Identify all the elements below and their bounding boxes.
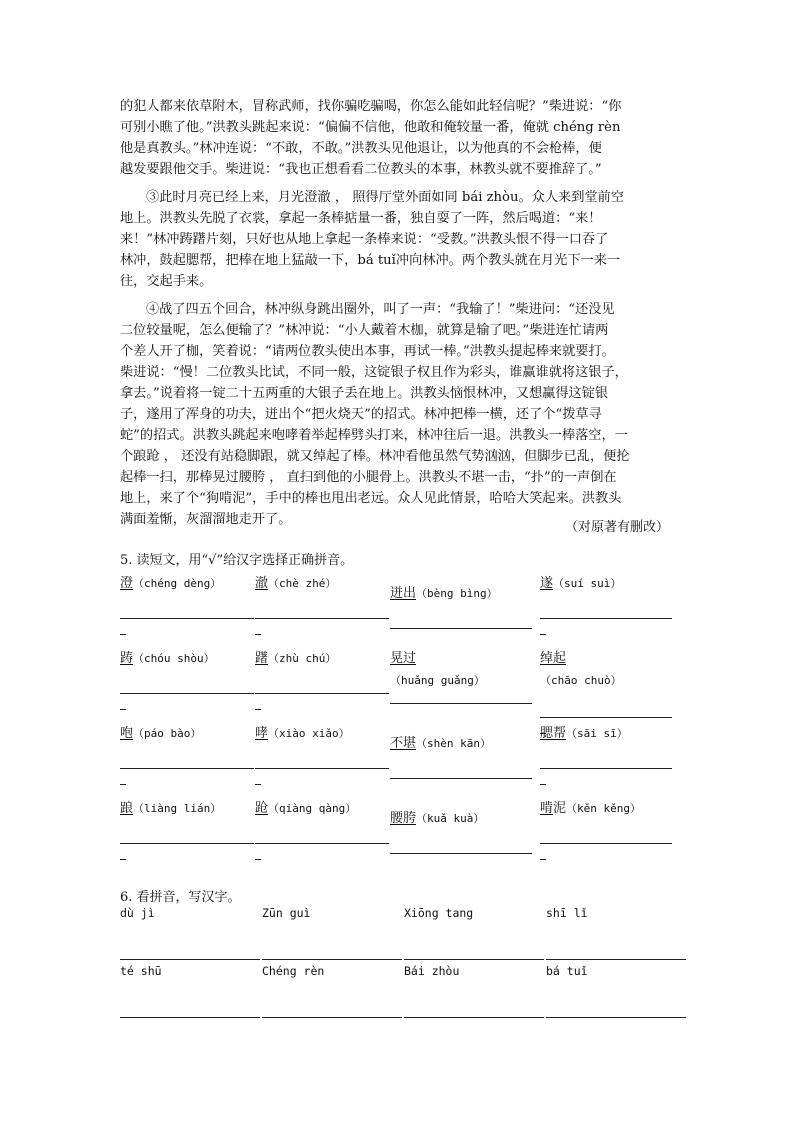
- q5-word: [120, 647, 215, 666]
- q5-target-character: 腰胯: [390, 811, 417, 826]
- question-5-title: 5. 读短文，用“√”给汉字选择正确拼音。: [120, 553, 354, 568]
- q6-pinyin: shī lǐ: [546, 906, 588, 920]
- answer-line: [390, 703, 532, 704]
- passage-line-text: 往，交起手来。: [120, 274, 213, 289]
- passage-line-text: 个差人开了枷，笑着说：“请两位教头使出本事，再试一棒。”洪教头提起棒来就要打。: [120, 344, 615, 359]
- passage-line: [120, 488, 668, 509]
- q5-item: [255, 572, 389, 647]
- passage-line: [120, 208, 668, 229]
- passage-line: [120, 271, 668, 292]
- passage-line: [120, 383, 668, 404]
- q6-item: [546, 964, 686, 1016]
- answer-line: [255, 693, 389, 694]
- q5-word: [255, 722, 350, 741]
- line-dash-mark: [120, 859, 126, 860]
- passage-line: [120, 96, 668, 117]
- q6-answer-line[interactable]: [120, 959, 260, 960]
- line-dash-mark: [255, 859, 261, 860]
- q6-item: [262, 964, 402, 1016]
- q5-row: [120, 797, 672, 872]
- q6-answer-line[interactable]: [546, 959, 686, 960]
- q5-word: [390, 647, 485, 688]
- q6-pinyin: Chéng rèn: [262, 964, 325, 978]
- q5-item: [255, 797, 389, 872]
- passage-line: [120, 250, 668, 271]
- passage-line: [120, 341, 668, 362]
- line-dash-mark: [540, 784, 546, 785]
- passage-line-text: 越发要跟他交手。柴进说：“我也正想看看二位教头的本事，林教头就不要推辞了。”: [120, 162, 602, 177]
- q5-pinyin-options[interactable]: （chóu shòu）: [133, 652, 215, 665]
- q5-word: [120, 722, 201, 741]
- passage-line: [120, 446, 668, 467]
- answer-line: [540, 717, 672, 718]
- line-dash-mark: [540, 634, 546, 635]
- passage-line-text: 蛇”的招式。洪教头跳起来咆哮着举起棒劈头打来，林冲往后一退。洪教头一棒落空，一: [120, 428, 628, 443]
- passage-line: [120, 299, 668, 320]
- q5-target-character: 澄: [120, 576, 134, 591]
- q5-pinyin-options[interactable]: （suí suì）: [553, 577, 622, 590]
- line-dash-mark: [120, 709, 126, 710]
- answer-line: [540, 618, 672, 619]
- q6-pinyin: Zūn guì: [262, 906, 311, 920]
- q5-item: [390, 647, 532, 722]
- q5-word: [390, 732, 491, 751]
- passage-line-text: ③此时月亮已经上来，月光澄澈 ， 照得厅堂外面如同 bái zhòu。众人来到堂前空: [146, 190, 624, 205]
- q5-item: [390, 797, 532, 872]
- line-dash-mark: [540, 859, 546, 860]
- q5-word: [390, 582, 498, 601]
- q6-pinyin: té shū: [120, 964, 162, 978]
- passage-line-text: 拿去。”说着将一锭二十五两重的大银子丢在地上。洪教头恼恨林冲，又想赢得这锭银: [120, 386, 609, 401]
- q5-target-character: 咆: [120, 726, 134, 741]
- passage-line-text: 他是真教头。”林冲连说：“不敢，不敢。”洪教头见他退让，以为他真的不会枪棒，便: [120, 141, 602, 156]
- answer-line: [255, 618, 389, 619]
- passage-line: [120, 425, 668, 446]
- q6-answer-line[interactable]: [404, 959, 544, 960]
- q5-item: [120, 572, 254, 647]
- q5-target-character: 澈: [255, 576, 269, 591]
- q5-word: [390, 807, 484, 826]
- q5-pinyin-options[interactable]: （huǎng guǎng）: [390, 674, 485, 687]
- passage-paragraph-continued: [120, 96, 668, 180]
- answer-line: [255, 768, 389, 769]
- q5-target-character: 躇: [255, 651, 269, 666]
- passage-line: [120, 467, 668, 488]
- q5-pinyin-options[interactable]: （zhù chú）: [268, 652, 337, 665]
- passage-line: [120, 117, 668, 138]
- line-dash-mark: [120, 634, 126, 635]
- q6-item: [546, 906, 686, 958]
- q5-item: [540, 797, 672, 872]
- q5-word: [255, 572, 336, 591]
- q5-pinyin-options[interactable]: （bèng bìng）: [416, 587, 498, 600]
- answer-line: [390, 628, 532, 629]
- answer-line: [390, 853, 532, 854]
- passage-line: [120, 229, 668, 250]
- passage-line: [120, 362, 668, 383]
- line-dash-mark: [255, 784, 261, 785]
- q5-item: [540, 722, 672, 797]
- q5-pinyin-options[interactable]: （sāi sī）: [566, 727, 628, 740]
- q6-pinyin: Bái zhòu: [404, 964, 460, 978]
- q5-row: [120, 647, 672, 722]
- q5-target-character: 晃过: [390, 651, 417, 666]
- q5-word: [540, 572, 621, 591]
- q5-pinyin-options[interactable]: （kěn kěng）: [566, 802, 642, 815]
- q5-pinyin-options[interactable]: （páo bào）: [133, 727, 202, 740]
- passage-line-text: ④战了四五个回合，林冲纵身跳出圈外，叫了一声：“我输了！”柴进问：“还没见: [146, 302, 615, 317]
- q5-pinyin-options[interactable]: （liàng lián）: [133, 802, 222, 815]
- question-5-grid: [120, 572, 672, 872]
- answer-line: [540, 768, 672, 769]
- line-dash-mark: [255, 709, 261, 710]
- passage-paragraph-4: [120, 299, 668, 530]
- passage-line-text: 的犯人都来依草附木，冒称武师，找你骗吃骗喝，你怎么能如此轻信呢？”柴进说：“你: [120, 99, 622, 114]
- q5-word: [120, 572, 221, 591]
- passage-line-text: 子，遂用了浑身的功夫，迸出个“把火烧天”的招式。林冲把棒一横，还了个“拨草寻: [120, 407, 602, 422]
- q5-pinyin-options[interactable]: （qiàng qàng）: [268, 802, 357, 815]
- answer-line: [540, 843, 672, 844]
- q6-answer-line[interactable]: [262, 1017, 402, 1018]
- passage-line-text: 林冲，鼓起腮帮，把棒在地上猛敲一下，bá tuǐ冲向林冲。两个教头就在月光下一来一: [120, 253, 621, 268]
- passage-line-text: 可别小瞧了他。”洪教头跳起来说：“偏偏不信他，他敢和俺较量一番，俺就 chéng rèn: [120, 120, 621, 135]
- q5-target-character: 啃: [540, 801, 554, 816]
- answer-line: [120, 768, 254, 769]
- q5-word: [255, 797, 356, 816]
- q6-pinyin: Xiōng tang: [404, 906, 474, 920]
- q5-item: [540, 572, 672, 647]
- passage-line-text: 起棒一扫，那棒晃过腰胯 ， 直扫到他的小腿骨上。洪教头不堪一击，“扑”的一声倒在: [120, 470, 617, 485]
- q5-pinyin-options[interactable]: （shèn kān）: [416, 737, 491, 750]
- q5-target-character: 遂: [540, 576, 554, 591]
- q5-target-character: 踉: [120, 801, 134, 816]
- q5-target-character: 踌: [120, 651, 134, 666]
- q5-row: [120, 722, 672, 797]
- answer-line: [120, 693, 254, 694]
- q5-item: [390, 572, 532, 647]
- q6-pinyin: bá tuǐ: [546, 964, 588, 978]
- q5-pinyin-options[interactable]: （xiào xiǎo）: [268, 727, 350, 740]
- q5-pinyin-options[interactable]: （kuǎ kuà）: [416, 812, 485, 825]
- question-6-title: 6. 看拼音，写汉字。: [120, 890, 241, 905]
- q5-item: [255, 722, 389, 797]
- passage-line: [120, 159, 668, 180]
- answer-line: [120, 618, 254, 619]
- q6-answer-line[interactable]: [120, 1017, 260, 1018]
- answer-line: [120, 843, 254, 844]
- q5-target-character: 迸出: [390, 586, 417, 601]
- q5-pinyin-options[interactable]: （chāo chuò）: [540, 674, 622, 687]
- passage-paragraph-3: [120, 187, 668, 292]
- q5-target-character: 绰起: [540, 651, 567, 666]
- q5-target-character: 哮: [255, 726, 269, 741]
- answer-line: [255, 843, 389, 844]
- passage-line-text: 柴进说：“慢！二位教头比试，不同一般，这锭银子权且作为彩头，谁赢谁就将这银子，: [120, 365, 628, 380]
- q5-item: [540, 647, 672, 722]
- passage-line-text: 地上，来了个“狗啃泥”，手中的棒也甩出老远。众人见此情景，哈哈大笑起来。洪教头: [120, 491, 622, 506]
- line-dash-mark: [255, 634, 261, 635]
- q5-target-character: 不堪: [390, 736, 417, 751]
- q6-item: [120, 964, 260, 1016]
- q5-word: [120, 797, 221, 816]
- q5-word: [540, 647, 622, 688]
- passage-line: [120, 187, 668, 208]
- passage-line: [120, 404, 668, 425]
- q6-item: [404, 964, 544, 1016]
- q5-word: [255, 647, 336, 666]
- q6-item: [404, 906, 544, 958]
- q6-item: [120, 906, 260, 958]
- passage-line-text: 满面羞惭，灰溜溜地走开了。: [120, 512, 292, 527]
- source-note: （对原著有删改）: [564, 520, 669, 535]
- passage-line-text: 来！”林冲踌躇片刻，只好也从地上拿起一条棒来说：“受教。”洪教头恨不得一口吞了: [120, 232, 609, 247]
- passage-line-text: 个踉跄 ， 还没有站稳脚跟，就又绰起了棒。林冲看他虽然气势汹汹，但脚步已乱，便抡: [120, 449, 630, 464]
- q5-pinyin-options[interactable]: （chéng dèng）: [133, 577, 222, 590]
- passage-line-text: 二位较量呢，怎么便输了？”林冲说：“小人戴着木枷，就算是输了吧。”柴进连忙请两: [120, 323, 609, 338]
- q5-item: [390, 722, 532, 797]
- q5-target-character: 腮帮: [540, 726, 567, 741]
- q5-pinyin-options[interactable]: （chè zhé）: [268, 577, 337, 590]
- q6-answer-line[interactable]: [262, 959, 402, 960]
- line-dash-mark: [120, 784, 126, 785]
- q5-item: [120, 722, 254, 797]
- q6-item: [262, 906, 402, 958]
- passage-line: [120, 320, 668, 341]
- q5-item: [120, 797, 254, 872]
- q5-word: [540, 722, 628, 741]
- q5-item: [255, 647, 389, 722]
- q6-pinyin: dù jì: [120, 906, 155, 920]
- q5-row: [120, 572, 672, 647]
- answer-line: [390, 778, 532, 779]
- passage-line: [120, 138, 668, 159]
- q5-target-character: 跄: [255, 801, 269, 816]
- q6-answer-line[interactable]: [546, 1017, 686, 1018]
- q5-word-rest: 泥: [553, 801, 567, 816]
- q6-answer-line[interactable]: [404, 1017, 544, 1018]
- q5-item: [120, 647, 254, 722]
- passage-line-text: 地上。洪教头先脱了衣裳，拿起一条棒掂量一番，独自耍了一阵，然后喝道：“来！: [120, 211, 602, 226]
- q5-word: [540, 797, 641, 816]
